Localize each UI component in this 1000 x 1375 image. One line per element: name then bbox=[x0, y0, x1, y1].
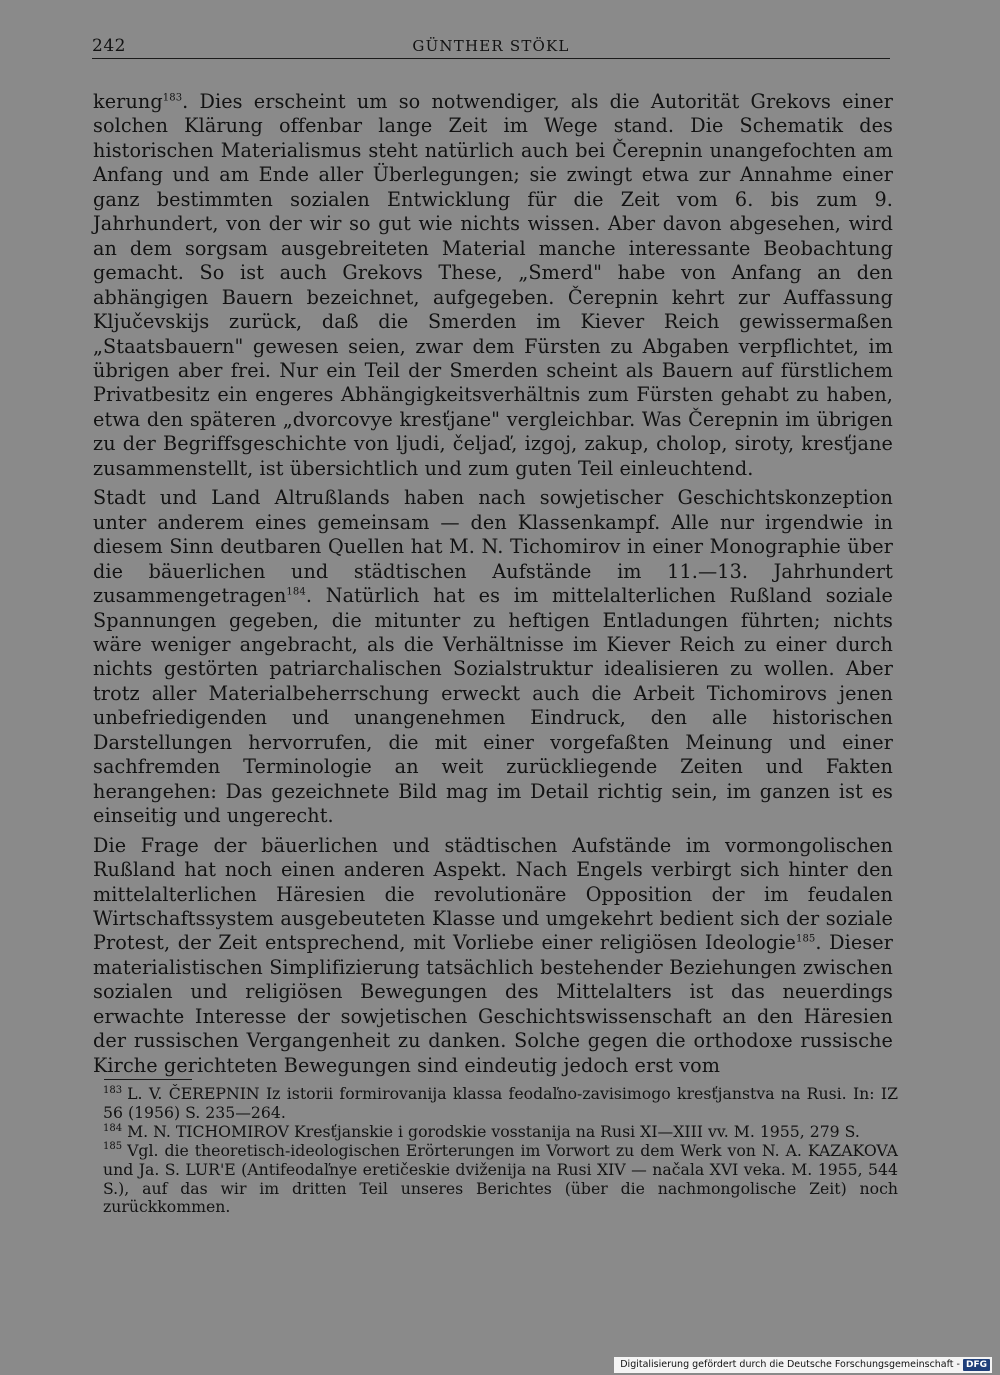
main-text bbox=[93, 90, 893, 1083]
running-head-author: GÜNTHER STÖKL bbox=[412, 37, 570, 55]
footnote-text: L. V. ČEREPNIN Iz istorii formirovanija klassa feodaľno-zavisimogo kresťjanstva na Rusi. In: IZ 56 (1956) S. 235—264. bbox=[103, 1084, 898, 1122]
footnote-185 bbox=[103, 1142, 898, 1218]
footnote-number: 183 bbox=[103, 1084, 123, 1096]
footnote-184 bbox=[103, 1123, 898, 1142]
paragraph-text: Die Frage der bäuerlichen und städtischen Aufstände im vormongolischen Rußland hat noch einen anderen Aspekt. Nach Engels verbirgt sich hinter den mittelalterlichen Häresien die revolutionäre Opposition der im feudalen Wirtschaftssystem ausgebeuteten Klasse und umgekehrt bedient sich der soziale Protest, der Zeit entsprechend, mit Vorliebe einer religiösen Ideologie bbox=[93, 833, 893, 955]
footnotes bbox=[103, 1085, 898, 1217]
footnote-183 bbox=[103, 1085, 898, 1123]
footnote-divider bbox=[104, 1079, 192, 1080]
footnote-ref-184: 184 bbox=[286, 586, 306, 598]
paragraph-2 bbox=[93, 486, 893, 828]
footnote-ref-185: 185 bbox=[795, 934, 816, 946]
paragraph-text: Stadt und Land Altrußlands haben nach sowjetischer Geschichtskonzeption unter anderem eines gemeinsam — den Klassenkampf. Alle nur irgendwie in diesem Sinn deutbaren Quellen hat M. N. Tichomirov in einer Monographie über die bäuerlichen und städtischen Aufstände im 11.—13. Jahrhundert zusammengetragen bbox=[93, 486, 893, 608]
credit-text: Digitalisierung gefördert durch die Deutsche Forschungsgemeinschaft - bbox=[620, 1359, 960, 1370]
footnote-number: 185 bbox=[103, 1141, 123, 1153]
paragraph-text: . Natürlich hat es im mittelalterlichen Rußland soziale Spannungen gegeben, die mitunter zu heftigen Entladungen führten; nichts wäre weniger angebracht, als die Verhältnisse im Kiever Reich zu einer durch nichts gestörten patriarchalischen Sozialstruktur idealisieren zu wollen. Aber trotz aller Materialbeherrschung erweckt auch die Arbeit Tichomirovs jenen unbefriedigenden und unangenehmen Eindruck, den alle historischen Darstellungen hervorrufen, die mit einer vorgefaßten Meinung und einer sachfremden Terminologie an weit zurückliegende Zeiten und Fakten herangehen: Das gezeichnete Bild mag im Detail richtig sein, im ganzen ist es einseitig und ungerecht. bbox=[93, 584, 893, 828]
paragraph-text: . Dieser materialistischen Simplifizierung tatsächlich bestehender Beziehungen zwischen sozialen und religiösen Bewegungen des Mittelalters ist das neuerdings erwachte Interesse der sowjetischen Geschichtswissenschaft an den Häresien der russischen Vergangenheit zu danken. Solche gegen die orthodoxe russische Kirche gerichteten Bewegungen sind eindeutig jedoch erst vom bbox=[93, 931, 894, 1077]
paragraph-3 bbox=[93, 834, 893, 1079]
footnote-text: M. N. TICHOMIROV Kresťjanskie i gorodskie vosstanija na Rusi XI—XIII vv. M. 1955, 279 S. bbox=[127, 1121, 860, 1141]
paragraph-text: kerung bbox=[93, 90, 163, 113]
dfg-logo: DFG bbox=[963, 1359, 990, 1371]
paragraph-1 bbox=[93, 90, 893, 481]
digitization-credit bbox=[614, 1357, 992, 1373]
footnote-ref-183: 183 bbox=[162, 92, 183, 104]
paragraph-text: . Dies erscheint um so notwendiger, als die Autorität Grekovs einer solchen Klärung offenbar lange Zeit im Wege stand. Die Schematik des historischen Materialismus steht natürlich auch bei Čerepnin unangefochten am Anfang und am Ende aller Überlegungen; sie zwingt etwa zur Annahme einer ganz bestimmten sozialen Entwicklung für die Zeit vom 6. bis zum 9. Jahrhundert, von der wir so gut wie nichts wissen. Aber davon abgesehen, wird an dem sorgsam ausgebreiteten Material manche interessante Beobachtung gemacht. So ist auch Grekovs These, „Smerd" habe von Anfang an den abhängigen Bauern bezeichnet, aufgegeben. Čerepnin kehrt zur Auffassung Ključevskijs zurück, daß die Smerden im Kiever Reich gewissermaßen „Staatsbauern" gewesen seien, zwar dem Fürsten zu Abgaben verpflichtet, im übrigen aber frei. Nur ein Teil der Smerden scheint als Bauern auf fürstlichem Privatbesitz ein engeres Abhängigkeitsverhältnis zum Fürsten gehabt zu haben, etwa den späteren „dvorcovye kresťjane" vergleichbar. Was Čerepnin im übrigen zu der Begriffsgeschichte von ljudi, čeljaď, izgoj, zakup, cholop, siroty, kresťjane zusammenstellt, ist übersichtlich und zum guten Teil einleuchtend. bbox=[93, 90, 893, 480]
footnote-number: 184 bbox=[103, 1122, 123, 1134]
footnote-text: Vgl. die theoretisch-ideologischen Erörterungen im Vorwort zu dem Werk von N. A. KAZAKOVA und Ja. S. LUR'E (Antifeodaľnye eretičeskie dviženija na Rusi XIV — načala XVI veka. M. 1955, 544 S.), auf das wir im dritten Teil unseres Berichtes (über die nachmongolische Zeit) noch zurückkommen. bbox=[103, 1140, 898, 1217]
page-number: 242 bbox=[92, 36, 126, 56]
running-header bbox=[92, 36, 890, 59]
